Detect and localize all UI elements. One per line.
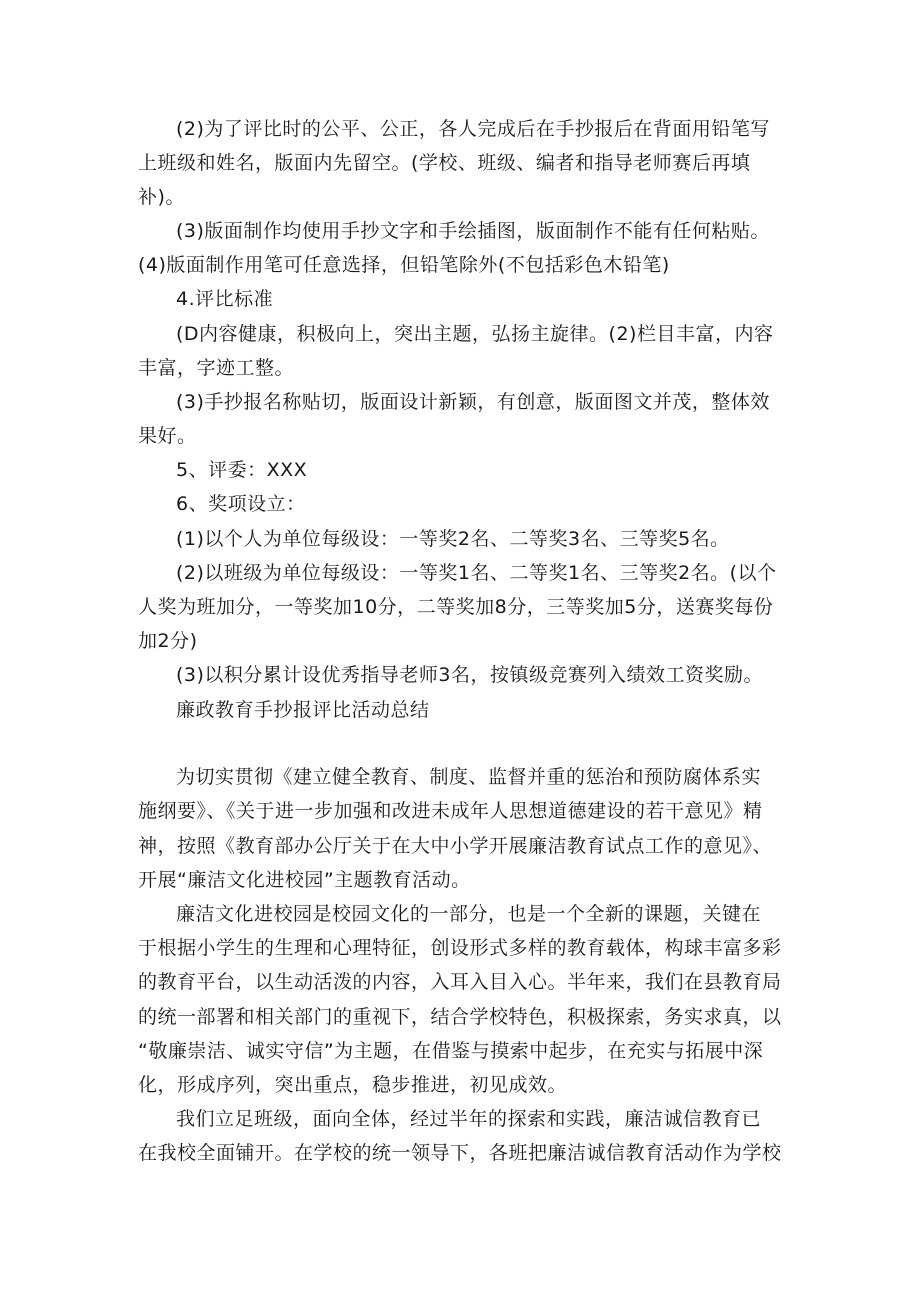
summary-title: 廉政教育手抄报评比活动总结 xyxy=(176,699,430,721)
section-heading: 4.评比标准 xyxy=(176,288,274,310)
text-line: (4)版面制作用笔可任意选择，但铅笔除外(不包括彩色木铅笔) xyxy=(138,254,670,276)
text-line: 丰富，字迹工整。 xyxy=(138,357,295,379)
text-line: 的教育平台，以生动活泼的内容，入耳入目入心。半年来，我们在县教育局 xyxy=(138,971,782,993)
text-line: (2)以班级为单位每级设：一等奖1名、二等奖1名、三等奖2名。(以个 xyxy=(176,562,777,584)
text-line: 加2分) xyxy=(138,630,198,652)
text-line: 于根据小学生的生理和心理特征，创设形式多样的教育载体，构球丰富多彩 xyxy=(138,937,782,959)
text-line: 补)。 xyxy=(138,186,185,208)
text-line: 施纲要》、《关于进一步加强和改进未成年人思想道德建设的若干意见》精 xyxy=(138,800,763,822)
text-line: (3)以积分累计设优秀指导老师3名，按镇级竞赛列入绩效工资奖励。 xyxy=(176,664,764,686)
text-line: (3)版面制作均使用手抄文字和手绘插图，版面制作不能有任何粘贴。 xyxy=(176,220,770,242)
text-line: 的统一部署和相关部门的重视下，结合学校特色，积极探索，务实求真，以 xyxy=(138,1006,782,1028)
text-line: 神，按照《教育部办公厅关于在大中小学开展廉洁教育试点工作的意见》、 xyxy=(138,835,773,857)
text-line: (3)手抄报名称贴切，版面设计新颖，有创意，版面图文并茂，整体效 xyxy=(176,391,770,413)
text-line: 上班级和姓名，版面内先留空。(学校、班级、编者和指导老师赛后再填 xyxy=(138,152,751,174)
text-line: 廉洁文化进校园是校园文化的一部分，也是一个全新的课题，关键在 xyxy=(176,903,762,925)
text-line: 在我校全面铺开。在学校的统一领导下，各班把廉洁诚信教育活动作为学校 xyxy=(138,1142,782,1164)
section-heading: 6、奖项设立： xyxy=(176,493,306,515)
text-line: (2)为了评比时的公平、公正，各人完成后在手抄报后在背面用铅笔写 xyxy=(176,118,770,140)
text-line: 我们立足班级，面向全体，经过半年的探索和实践，廉洁诚信教育已 xyxy=(176,1108,762,1130)
section-heading: 5、评委：XXX xyxy=(176,459,308,481)
text-line: (1)以个人为单位每级设：一等奖2名、二等奖3名、三等奖5名。 xyxy=(176,528,730,550)
text-line: (D内容健康，积极向上，突出主题，弘扬主旋律。(2)栏目丰富，内容 xyxy=(176,323,774,345)
text-line: 化，形成序列，突出重点，稳步推进，初见成效。 xyxy=(138,1074,568,1096)
text-line: 人奖为班加分，一等奖加10分，二等奖加8分，三等奖加5分，送赛奖每份 xyxy=(138,596,774,618)
text-line: 开展“廉洁文化进校园”主题教育活动。 xyxy=(138,869,471,891)
text-line: 为切实贯彻《建立健全教育、制度、监督并重的惩治和预防腐体系实 xyxy=(176,766,762,788)
text-line: 果好。 xyxy=(138,425,197,447)
text-line: “敬廉崇洁、诚实守信”为主题，在借鉴与摸索中起步，在充实与拓展中深 xyxy=(138,1040,764,1062)
